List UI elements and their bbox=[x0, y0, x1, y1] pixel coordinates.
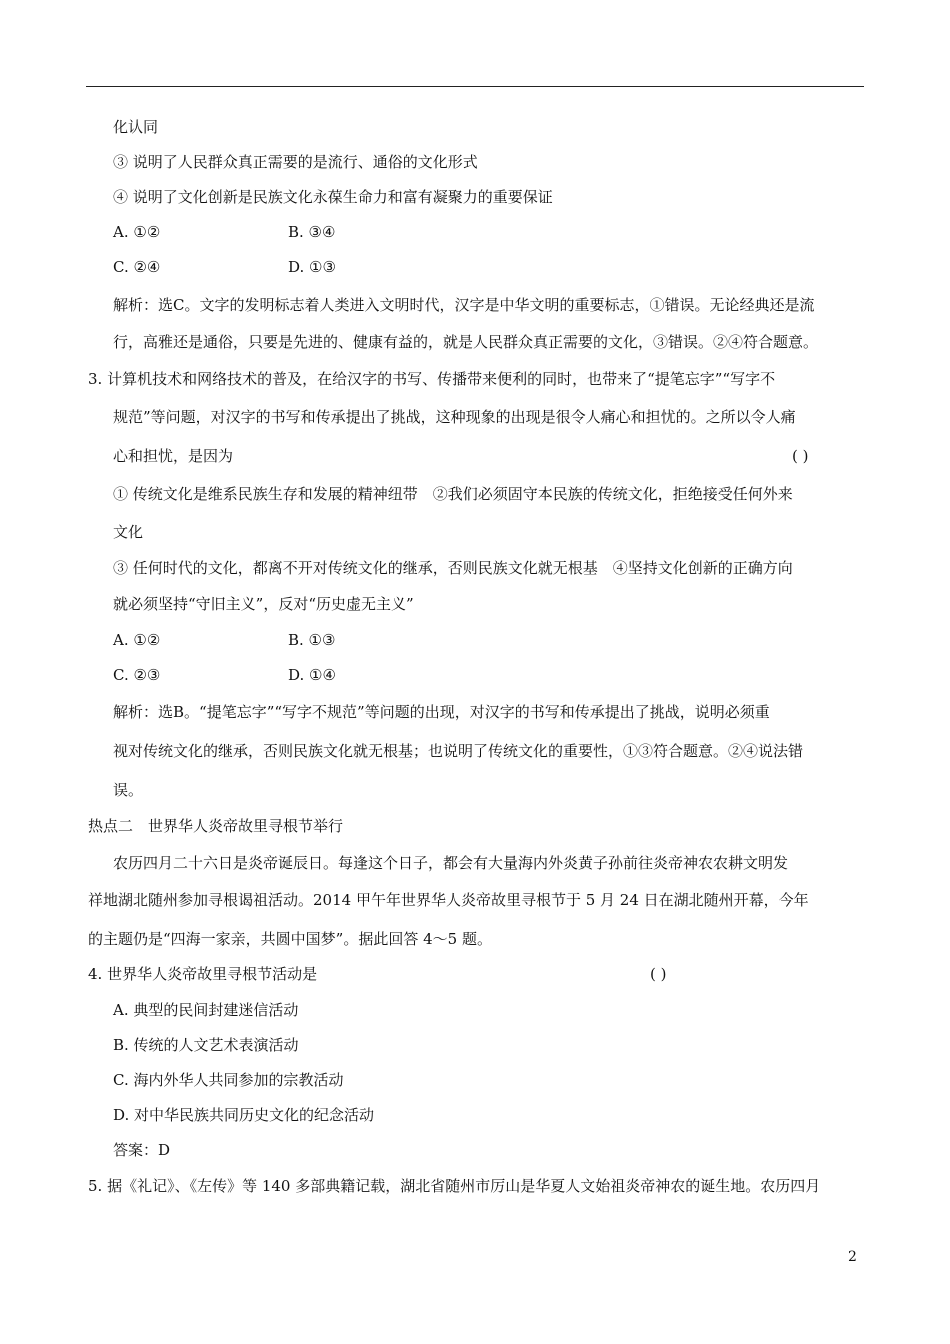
paragraph-line: 农历四月二十六日是炎帝诞辰日。每逢这个日子，都会有大量海内外炎黄子孙前往炎帝神农农耕文明发 bbox=[113, 854, 789, 872]
answer-line: 答案：D bbox=[113, 1141, 171, 1159]
option-a: A. ①② bbox=[113, 631, 161, 649]
text-line: ④ 说明了文化创新是民族文化永葆生命力和富有凝聚力的重要保证 bbox=[113, 188, 553, 206]
analysis-line: 误。 bbox=[113, 781, 144, 799]
paragraph-line: 祥地湖北随州参加寻根谒祖活动。2014 甲午年世界华人炎帝故里寻根节于 5 月 24 日在湖北随州开幕，今年 bbox=[88, 891, 809, 909]
option-c: C. 海内外华人共同参加的宗教活动 bbox=[113, 1071, 344, 1089]
option-b: B. ①③ bbox=[288, 631, 336, 649]
analysis-line: 解析：选B。“提笔忘字”“写字不规范”等问题的出现，对汉字的书写和传承提出了挑战，说明必须重 bbox=[113, 703, 770, 721]
analysis-line: 行，高雅还是通俗，只要是先进的、健康有益的，就是人民群众真正需要的文化，③错误。②④符合题意。 bbox=[113, 333, 819, 351]
paragraph-line: 的主题仍是“四海一家亲，共圆中国梦”。据此回答 4～5 题。 bbox=[88, 930, 492, 948]
statement-item: 文化 bbox=[113, 523, 144, 541]
option-d: D. ①④ bbox=[288, 666, 336, 684]
section-heading: 热点二 世界华人炎帝故里寻根节举行 bbox=[88, 817, 344, 835]
option-d: D. 对中华民族共同历史文化的纪念活动 bbox=[113, 1106, 375, 1124]
statement-item: 就必须坚持“守旧主义”，反对“历史虚无主义” bbox=[113, 595, 414, 613]
option-d: D. ①③ bbox=[288, 258, 336, 276]
question-stem: 5. 据《礼记》、《左传》等 140 多部典籍记载，湖北省随州市厉山是华夏人文始祖炎帝神农的诞生地。农历四月 bbox=[88, 1177, 821, 1195]
answer-parentheses: ( ) bbox=[650, 965, 667, 983]
question-stem: 心和担忧，是因为 bbox=[113, 447, 234, 465]
analysis-line: 解析：选C。文字的发明标志着人类进入文明时代，汉字是中华文明的重要标志，①错误。无论经典还是流 bbox=[113, 296, 815, 314]
analysis-line: 视对传统文化的继承，否则民族文化就无根基；也说明了传统文化的重要性，①③符合题意。②④说法错 bbox=[113, 742, 804, 760]
statement-item: ① 传统文化是维系民族生存和发展的精神纽带 ②我们必须固守本民族的传统文化，拒绝接受任何外来 bbox=[113, 485, 793, 503]
text-line: 化认同 bbox=[113, 118, 159, 136]
page-number: 2 bbox=[848, 1249, 857, 1265]
text-line: ③ 说明了人民群众真正需要的是流行、通俗的文化形式 bbox=[113, 153, 478, 171]
option-c: C. ②④ bbox=[113, 258, 161, 276]
statement-item: ③ 任何时代的文化，都离不开对传统文化的继承，否则民族文化就无根基 ④坚持文化创新的正确方向 bbox=[113, 559, 793, 577]
header-rule bbox=[86, 86, 864, 87]
question-stem: 3. 计算机技术和网络技术的普及，在给汉字的书写、传播带来便利的同时，也带来了“提笔忘字”“写字不 bbox=[88, 370, 776, 388]
option-b: B. 传统的人文艺术表演活动 bbox=[113, 1036, 299, 1054]
answer-parentheses: ( ) bbox=[792, 447, 809, 465]
question-stem: 4. 世界华人炎帝故里寻根节活动是 bbox=[88, 965, 318, 983]
option-c: C. ②③ bbox=[113, 666, 161, 684]
question-stem: 规范”等问题，对汉字的书写和传承提出了挑战，这种现象的出现是很令人痛心和担忧的。之所以令人痛 bbox=[113, 408, 796, 426]
option-a: A. ①② bbox=[113, 223, 161, 241]
option-b: B. ③④ bbox=[288, 223, 336, 241]
option-a: A. 典型的民间封建迷信活动 bbox=[113, 1001, 299, 1019]
